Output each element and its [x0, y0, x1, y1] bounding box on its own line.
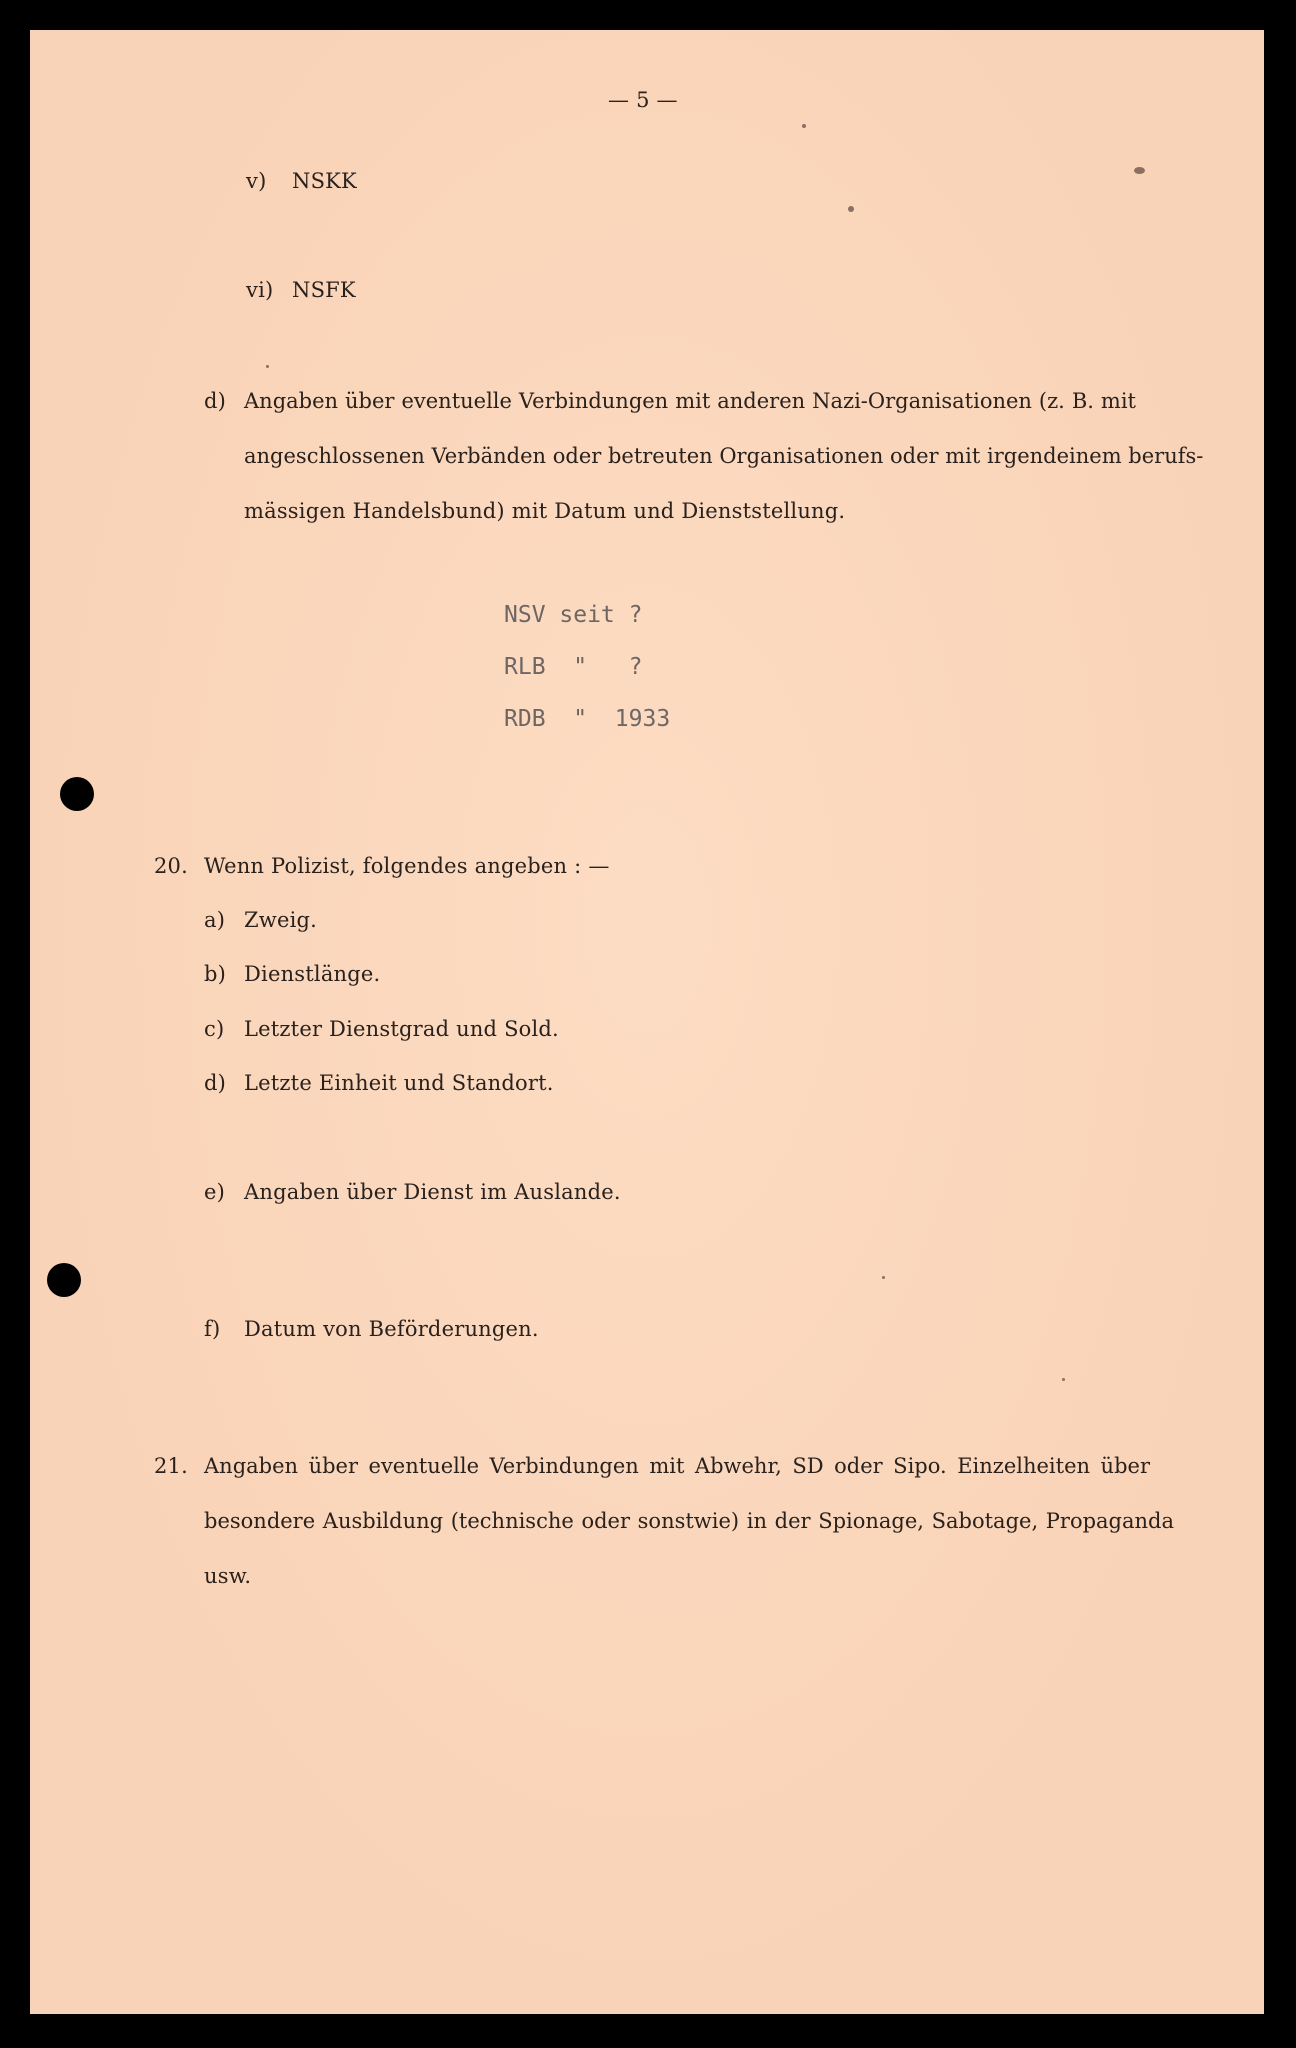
item-vi-label: vi): [246, 278, 274, 302]
item-d-line-3: mässigen Handelsbund) mit Datum und Dienststellung.: [244, 499, 846, 523]
document-page: [30, 30, 1264, 2014]
item-v-text: NSKK: [292, 169, 357, 193]
paper-speck: [1062, 1378, 1065, 1381]
item-vi-text: NSFK: [292, 278, 356, 302]
item-v-label: v): [246, 169, 267, 193]
q20-number: 20.: [154, 854, 188, 878]
punch-hole-top: [60, 777, 94, 811]
q20-a-text: Zweig.: [244, 908, 318, 932]
paper-speck: [1134, 167, 1145, 174]
q20-f-label: f): [204, 1317, 221, 1341]
q20-b-label: b): [204, 962, 227, 986]
paper-speck: [882, 1276, 885, 1279]
q21-number: 21.: [154, 1454, 188, 1478]
paper-speck: [266, 365, 269, 368]
typed-answer-line-1: NSV seit ?: [504, 602, 643, 628]
q21-line-3: usw.: [204, 1564, 252, 1588]
paper-speck: [848, 206, 854, 212]
typed-answer-line-3: RDB " 1933: [504, 706, 671, 732]
q21-line-1: Angaben über eventuelle Verbindungen mit Abwehr, SD oder Sipo. Einzelheiten über: [204, 1454, 1150, 1478]
item-d-line-1: Angaben über eventuelle Verbindungen mit anderen Nazi-Organisationen (z. B. mit: [244, 389, 1136, 413]
q21-line-2: besondere Ausbildung (technische oder sonstwie) in der Spionage, Sabotage, Propaganda: [204, 1509, 1174, 1533]
page-number: — 5 —: [608, 88, 678, 112]
q20-c-label: c): [204, 1017, 225, 1041]
q20-c-text: Letzter Dienstgrad und Sold.: [244, 1017, 559, 1041]
punch-hole-bottom: [47, 1263, 81, 1297]
q20-a-label: a): [204, 908, 226, 932]
item-d-line-2: angeschlossenen Verbänden oder betreuten Organisationen oder mit irgendeinem berufs-: [244, 444, 1204, 468]
q20-b-text: Dienstlänge.: [244, 962, 381, 986]
q20-d-text: Letzte Einheit und Standort.: [244, 1071, 554, 1095]
item-d-label: d): [204, 389, 227, 413]
q20-text: Wenn Polizist, folgendes angeben : —: [204, 854, 610, 878]
q20-d-label: d): [204, 1071, 227, 1095]
q20-e-text: Angaben über Dienst im Auslande.: [244, 1180, 621, 1204]
q20-f-text: Datum von Beförderungen.: [244, 1317, 539, 1341]
typed-answer-line-2: RLB " ?: [504, 654, 643, 680]
paper-speck: [802, 124, 806, 128]
q20-e-label: e): [204, 1180, 226, 1204]
